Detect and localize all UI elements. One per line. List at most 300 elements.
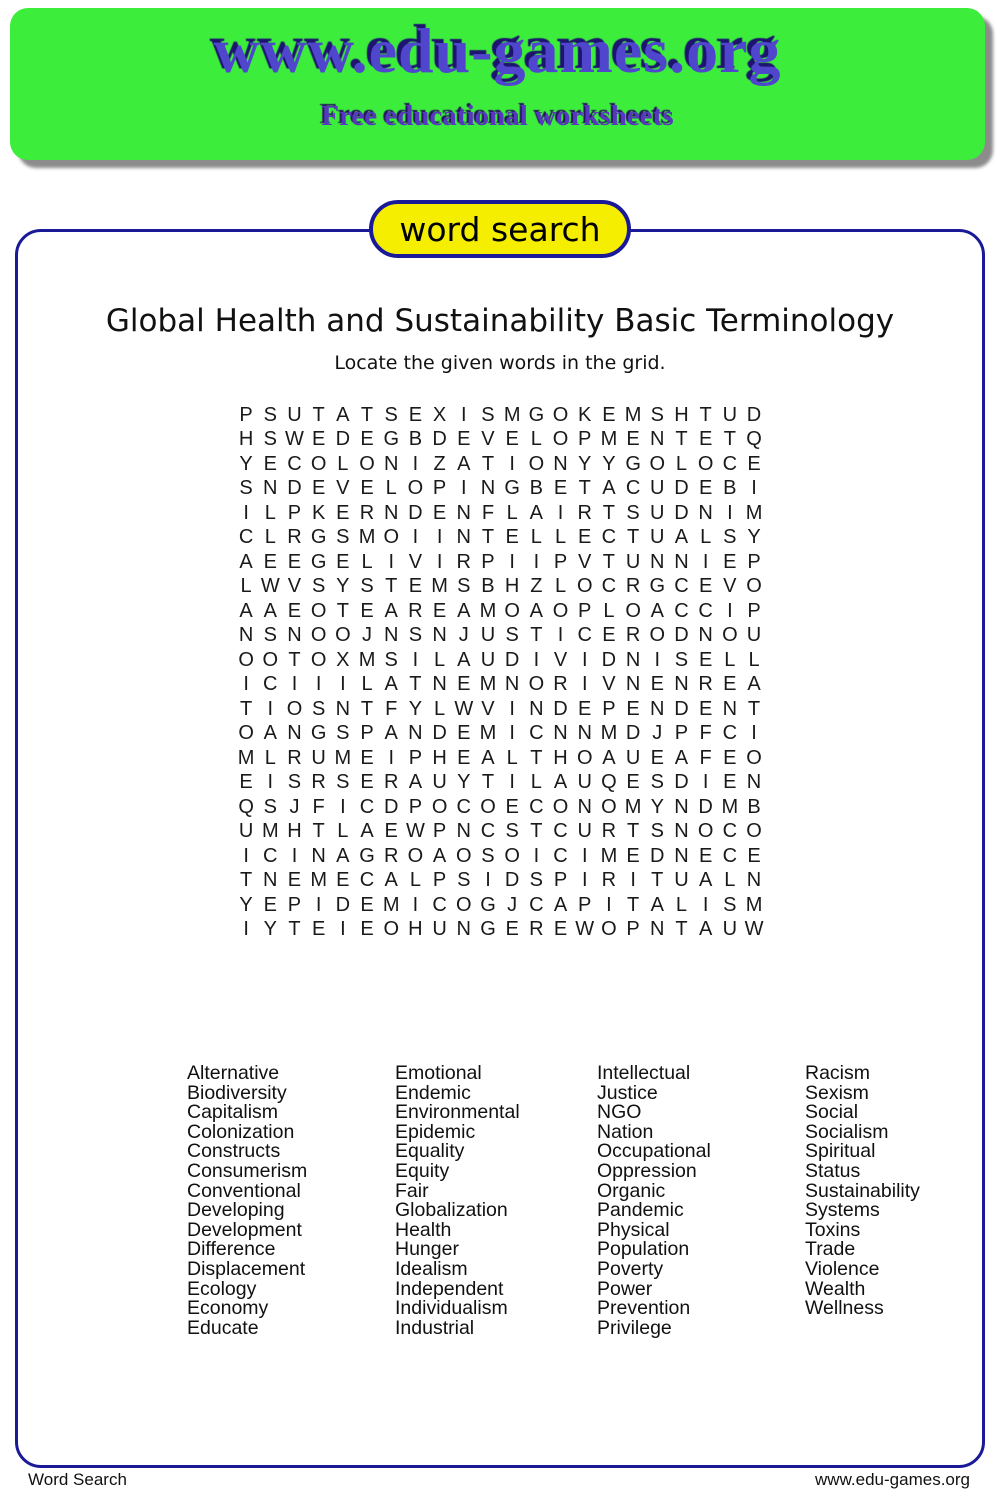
grid-letter: I — [412, 526, 419, 549]
grid-letter: A — [698, 869, 713, 892]
grid-letter: C — [722, 844, 738, 867]
grid-letter: I — [533, 550, 540, 573]
grid-letter: C — [577, 624, 592, 647]
grid-letter: M — [479, 722, 497, 745]
grid-letter: E — [360, 599, 374, 622]
grid-letter: S — [311, 697, 326, 720]
grid-letter: C — [432, 893, 447, 916]
grid-letter: L — [603, 599, 615, 622]
grid-letter: R — [625, 575, 641, 598]
word-list-item: Equity — [395, 1159, 450, 1182]
grid-letter: X — [432, 403, 447, 426]
grid-letter: E — [263, 550, 277, 573]
grid-letter: A — [263, 599, 277, 622]
grid-letter: O — [310, 452, 327, 475]
grid-letter: O — [407, 477, 424, 500]
grid-row — [234, 893, 766, 918]
grid-letter: V — [287, 575, 302, 598]
grid-letter: S — [650, 403, 664, 426]
grid-letter: M — [600, 844, 618, 867]
grid-letter: N — [504, 673, 520, 696]
grid-letter: H — [238, 428, 254, 451]
grid-letter: L — [361, 550, 373, 573]
grid-letter: P — [287, 893, 302, 916]
grid-letter: A — [698, 918, 713, 941]
word-list-item: Epidemic — [395, 1120, 476, 1143]
grid-letter: M — [624, 795, 642, 818]
grid-letter: N — [311, 844, 326, 867]
grid-letter: I — [581, 673, 588, 696]
grid-letter: E — [360, 893, 374, 916]
grid-letter: O — [697, 452, 714, 475]
grid-letter: W — [575, 918, 595, 941]
grid-letter: E — [263, 893, 277, 916]
grid-letter: E — [505, 795, 519, 818]
grid-letter: L — [264, 526, 276, 549]
grid-letter: O — [528, 452, 545, 475]
grid-letter: C — [553, 844, 568, 867]
grid-letter: E — [408, 403, 423, 426]
grid-letter: I — [654, 648, 661, 671]
grid-letter: D — [746, 403, 762, 426]
grid-letter: O — [359, 452, 375, 475]
grid-row — [234, 795, 766, 820]
grid-letter: E — [287, 869, 302, 892]
grid-letter: E — [239, 771, 253, 794]
grid-letter: N — [625, 673, 641, 696]
grid-letter: D — [674, 624, 689, 647]
grid-letter: T — [409, 673, 422, 696]
grid-letter: I — [509, 771, 515, 794]
grid-letter: T — [239, 869, 253, 892]
grid-letter: S — [336, 722, 350, 745]
grid-letter: I — [727, 501, 733, 524]
grid-letter: O — [456, 844, 472, 867]
grid-letter: T — [239, 697, 253, 720]
grid-letter: E — [360, 746, 374, 769]
grid-letter: P — [481, 550, 495, 573]
grid-letter: A — [239, 550, 253, 573]
grid-letter: C — [238, 526, 254, 549]
grid-letter: I — [702, 893, 709, 916]
grid-letter: I — [315, 893, 322, 916]
grid-letter: L — [337, 452, 349, 475]
grid-letter: U — [287, 403, 302, 426]
grid-letter: I — [243, 673, 249, 696]
grid-letter: I — [702, 550, 709, 573]
grid-letter: R — [383, 844, 399, 867]
grid-letter: R — [625, 624, 641, 647]
grid-letter: I — [461, 477, 467, 500]
grid-letter: U — [480, 624, 496, 647]
word-list-item: Economy — [187, 1297, 269, 1320]
grid-letter: P — [674, 722, 689, 745]
grid-letter: T — [481, 452, 495, 475]
grid-letter: G — [480, 893, 496, 916]
grid-letter: E — [311, 477, 326, 500]
grid-letter: T — [288, 648, 301, 671]
grid-letter: D — [625, 722, 641, 745]
word-list-item: Endemic — [395, 1081, 471, 1104]
grid-letter: R — [553, 673, 568, 696]
word-list-item: Status — [805, 1159, 861, 1182]
grid-letter: C — [529, 722, 544, 745]
grid-letter: O — [722, 624, 738, 647]
grid-letter: E — [432, 599, 447, 622]
grid-letter: O — [649, 624, 666, 647]
grid-letter: M — [237, 746, 255, 769]
grid-letter: E — [578, 526, 592, 549]
grid-letter: I — [630, 869, 636, 892]
grid-letter: V — [408, 550, 423, 573]
grid-letter: O — [504, 844, 520, 867]
grid-letter: P — [578, 599, 592, 622]
grid-letter: I — [606, 893, 612, 916]
grid-letter: O — [431, 795, 448, 818]
grid-letter: Y — [650, 795, 664, 818]
grid-letter: N — [335, 697, 351, 720]
grid-letter: C — [722, 452, 738, 475]
grid-letter: T — [481, 526, 495, 549]
grid-letter: S — [384, 403, 398, 426]
word-list-column — [395, 1064, 520, 1338]
grid-letter: U — [650, 501, 665, 524]
grid-letter: E — [553, 918, 568, 941]
grid-letter: E — [336, 550, 350, 573]
grid-letter: D — [504, 648, 520, 671]
grid-letter: C — [674, 599, 689, 622]
grid-letter: D — [674, 477, 689, 500]
word-list-item: Capitalism — [187, 1101, 279, 1124]
grid-letter: L — [530, 771, 542, 794]
word-list — [0, 1064, 1000, 1344]
word-list-item: Poverty — [597, 1257, 664, 1280]
word-list-column — [805, 1064, 920, 1319]
grid-letter: T — [530, 820, 543, 843]
grid-letter: L — [434, 697, 446, 720]
grid-letter: I — [340, 918, 346, 941]
grid-letter: W — [260, 575, 280, 598]
grid-row — [234, 648, 766, 673]
word-list-item: Globalization — [395, 1199, 508, 1222]
grid-letter: E — [360, 428, 374, 451]
grid-letter: N — [432, 673, 447, 696]
grid-letter: S — [263, 624, 277, 647]
grid-letter: I — [243, 918, 249, 941]
grid-row — [234, 477, 766, 502]
grid-letter: E — [723, 550, 737, 573]
grid-letter: S — [650, 771, 664, 794]
grid-letter: G — [310, 526, 327, 549]
grid-letter: V — [553, 648, 568, 671]
grid-letter: I — [412, 893, 419, 916]
grid-letter: B — [747, 795, 761, 818]
grid-letter: C — [359, 869, 375, 892]
grid-letter: Y — [336, 575, 350, 598]
grid-letter: D — [335, 428, 351, 451]
word-list-item: Fair — [395, 1179, 429, 1202]
word-list-item: Organic — [597, 1179, 666, 1202]
grid-letter: N — [674, 820, 689, 843]
grid-letter: N — [287, 624, 302, 647]
grid-row — [234, 771, 766, 796]
grid-letter: N — [383, 452, 399, 475]
grid-letter: I — [557, 501, 564, 524]
grid-letter: L — [409, 869, 421, 892]
grid-letter: M — [261, 820, 279, 843]
grid-letter: T — [530, 746, 543, 769]
footer-site-url: www.edu-games.org — [815, 1470, 970, 1489]
grid-letter: Y — [578, 452, 592, 475]
grid-letter: E — [723, 771, 737, 794]
grid-letter: E — [263, 452, 277, 475]
grid-letter: I — [315, 673, 322, 696]
grid-letter: O — [238, 648, 254, 671]
word-list-item: Development — [187, 1218, 302, 1241]
grid-letter: N — [650, 428, 665, 451]
grid-letter: L — [530, 526, 542, 549]
word-list-item: Hunger — [395, 1238, 459, 1261]
grid-letter: G — [625, 452, 641, 475]
grid-row — [234, 428, 766, 453]
grid-letter: N — [553, 722, 568, 745]
grid-letter: L — [724, 869, 736, 892]
grid-letter: I — [751, 722, 757, 745]
grid-letter: D — [408, 501, 423, 524]
grid-letter: N — [722, 697, 738, 720]
grid-letter: U — [577, 771, 592, 794]
grid-letter: B — [408, 428, 423, 451]
grid-letter: E — [505, 428, 519, 451]
grid-letter: Y — [602, 452, 616, 475]
grid-letter: N — [432, 624, 447, 647]
grid-letter: M — [503, 403, 521, 426]
grid-letter: I — [243, 844, 249, 867]
grid-letter: U — [432, 918, 447, 941]
grid-letter: U — [432, 771, 447, 794]
word-list-item: Equality — [395, 1140, 465, 1163]
grid-letter: A — [553, 771, 568, 794]
grid-letter: A — [674, 526, 689, 549]
grid-letter: H — [408, 918, 423, 941]
grid-letter: D — [674, 697, 689, 720]
grid-letter: K — [311, 501, 326, 524]
grid-letter: O — [310, 624, 327, 647]
grid-letter: E — [457, 746, 471, 769]
grid-letter: O — [552, 795, 569, 818]
grid-letter: E — [457, 428, 471, 451]
grid-letter: A — [239, 599, 253, 622]
grid-letter: T — [675, 918, 688, 941]
grid-letter: E — [626, 771, 640, 794]
grid-letter: N — [456, 501, 471, 524]
word-list-item: Pandemic — [597, 1199, 684, 1222]
grid-letter: E — [626, 844, 640, 867]
grid-letter: E — [336, 501, 350, 524]
grid-letter: U — [746, 624, 762, 647]
grid-letter: E — [287, 599, 302, 622]
word-list-item: Oppression — [597, 1159, 697, 1182]
grid-letter: I — [581, 844, 588, 867]
grid-letter: E — [432, 501, 447, 524]
grid-letter: O — [310, 648, 327, 671]
grid-letter: R — [408, 599, 423, 622]
grid-letter: I — [340, 673, 346, 696]
grid-letter: A — [747, 673, 761, 696]
grid-letter: T — [530, 624, 543, 647]
grid-letter: L — [530, 428, 542, 451]
grid-letter: G — [480, 918, 496, 941]
grid-letter: H — [553, 746, 568, 769]
grid-letter: I — [436, 550, 443, 573]
grid-letter: O — [286, 697, 303, 720]
grid-letter: R — [698, 673, 713, 696]
grid-letter: Z — [433, 452, 446, 475]
grid-letter: T — [288, 918, 301, 941]
grid-letter: Q — [601, 771, 617, 794]
grid-letter: N — [456, 918, 471, 941]
grid-letter: P — [432, 869, 447, 892]
grid-letter: E — [698, 697, 713, 720]
grid-letter: I — [727, 599, 733, 622]
grid-letter: I — [509, 697, 515, 720]
grid-letter: O — [746, 575, 762, 598]
grid-letter: B — [723, 477, 737, 500]
grid-letter: G — [504, 477, 520, 500]
grid-letter: C — [529, 893, 544, 916]
grid-letter: I — [412, 648, 419, 671]
grid-letter: L — [554, 526, 567, 549]
grid-letter: T — [602, 550, 616, 573]
grid-letter: E — [311, 428, 326, 451]
grid-row — [234, 550, 766, 575]
grid-letter: E — [602, 624, 616, 647]
grid-letter: E — [578, 697, 592, 720]
grid-letter: R — [311, 771, 326, 794]
grid-letter: I — [509, 722, 515, 745]
grid-letter: S — [239, 477, 253, 500]
grid-letter: A — [674, 746, 689, 769]
grid-letter: A — [457, 599, 471, 622]
grid-letter: B — [481, 575, 495, 598]
grid-letter: E — [408, 575, 423, 598]
grid-row — [234, 452, 766, 477]
word-list-item: Justice — [597, 1081, 658, 1104]
grid-letter: O — [383, 918, 399, 941]
grid-letter: W — [454, 697, 474, 720]
grid-letter: A — [336, 403, 350, 426]
grid-letter: I — [388, 746, 394, 769]
grid-letter: J — [289, 795, 300, 818]
grid-letter: U — [625, 746, 641, 769]
grid-letter: M — [431, 575, 448, 598]
grid-letter: A — [481, 746, 495, 769]
grid-letter: C — [529, 795, 544, 818]
grid-letter: E — [723, 746, 737, 769]
grid-letter: N — [746, 771, 762, 794]
grid-letter: C — [553, 820, 568, 843]
grid-letter: M — [624, 403, 642, 426]
word-grid — [234, 403, 766, 942]
grid-letter: N — [650, 918, 665, 941]
grid-letter: N — [553, 452, 568, 475]
grid-letter: I — [581, 648, 588, 671]
grid-letter: M — [745, 501, 763, 524]
grid-letter: N — [456, 526, 471, 549]
word-list-item: Educate — [187, 1316, 259, 1339]
grid-letter: E — [698, 648, 713, 671]
grid-letter: E — [698, 477, 713, 500]
grid-letter: N — [456, 820, 471, 843]
grid-letter: I — [702, 771, 709, 794]
grid-letter: U — [722, 403, 738, 426]
grid-letter: T — [651, 869, 664, 892]
grid-letter: L — [337, 820, 349, 843]
grid-letter: I — [291, 673, 298, 696]
grid-letter: I — [533, 648, 540, 671]
grid-letter: O — [383, 526, 399, 549]
grid-letter: I — [581, 869, 588, 892]
word-list-item: Population — [597, 1238, 690, 1261]
grid-letter: E — [698, 575, 713, 598]
grid-letter: I — [412, 452, 419, 475]
grid-letter: T — [312, 820, 325, 843]
grid-letter: S — [457, 869, 471, 892]
grid-letter: L — [700, 526, 712, 549]
grid-letter: I — [267, 771, 274, 794]
grid-letter: C — [601, 526, 617, 549]
grid-row — [234, 820, 766, 845]
grid-letter: D — [674, 771, 689, 794]
grid-letter: E — [650, 673, 664, 696]
word-list-item: Wealth — [805, 1277, 866, 1300]
grid-letter: G — [383, 428, 399, 451]
grid-letter: P — [287, 501, 302, 524]
word-list-item: Conventional — [187, 1179, 301, 1202]
grid-letter: O — [552, 599, 569, 622]
grid-letter: V — [723, 575, 737, 598]
grid-letter: E — [457, 673, 471, 696]
word-list-item: Occupational — [597, 1140, 711, 1163]
grid-letter: O — [697, 820, 714, 843]
word-list-item: Constructs — [187, 1140, 281, 1163]
grid-letter: O — [746, 820, 762, 843]
grid-letter: O — [625, 599, 641, 622]
grid-letter: H — [504, 575, 520, 598]
grid-letter: O — [456, 893, 472, 916]
grid-letter: L — [675, 452, 688, 475]
grid-letter: E — [311, 918, 326, 941]
grid-row — [234, 746, 766, 771]
grid-letter: H — [674, 403, 689, 426]
grid-letter: N — [577, 795, 592, 818]
word-list-item: Health — [395, 1218, 452, 1241]
word-list-item: Alternative — [187, 1062, 280, 1084]
grid-letter: O — [552, 428, 569, 451]
grid-letter: U — [625, 550, 641, 573]
grid-letter: E — [384, 820, 398, 843]
footer-document-type: Word Search — [28, 1470, 127, 1489]
grid-letter: R — [287, 526, 302, 549]
grid-letter: A — [384, 599, 398, 622]
grid-letter: T — [723, 428, 736, 451]
grid-letter: J — [458, 624, 469, 647]
site-title: www.edu-games.org — [213, 15, 782, 86]
grid-letter: C — [722, 722, 738, 745]
page-footer — [0, 1470, 1000, 1494]
grid-letter: R — [601, 869, 617, 892]
word-list-item: Trade — [805, 1238, 856, 1261]
